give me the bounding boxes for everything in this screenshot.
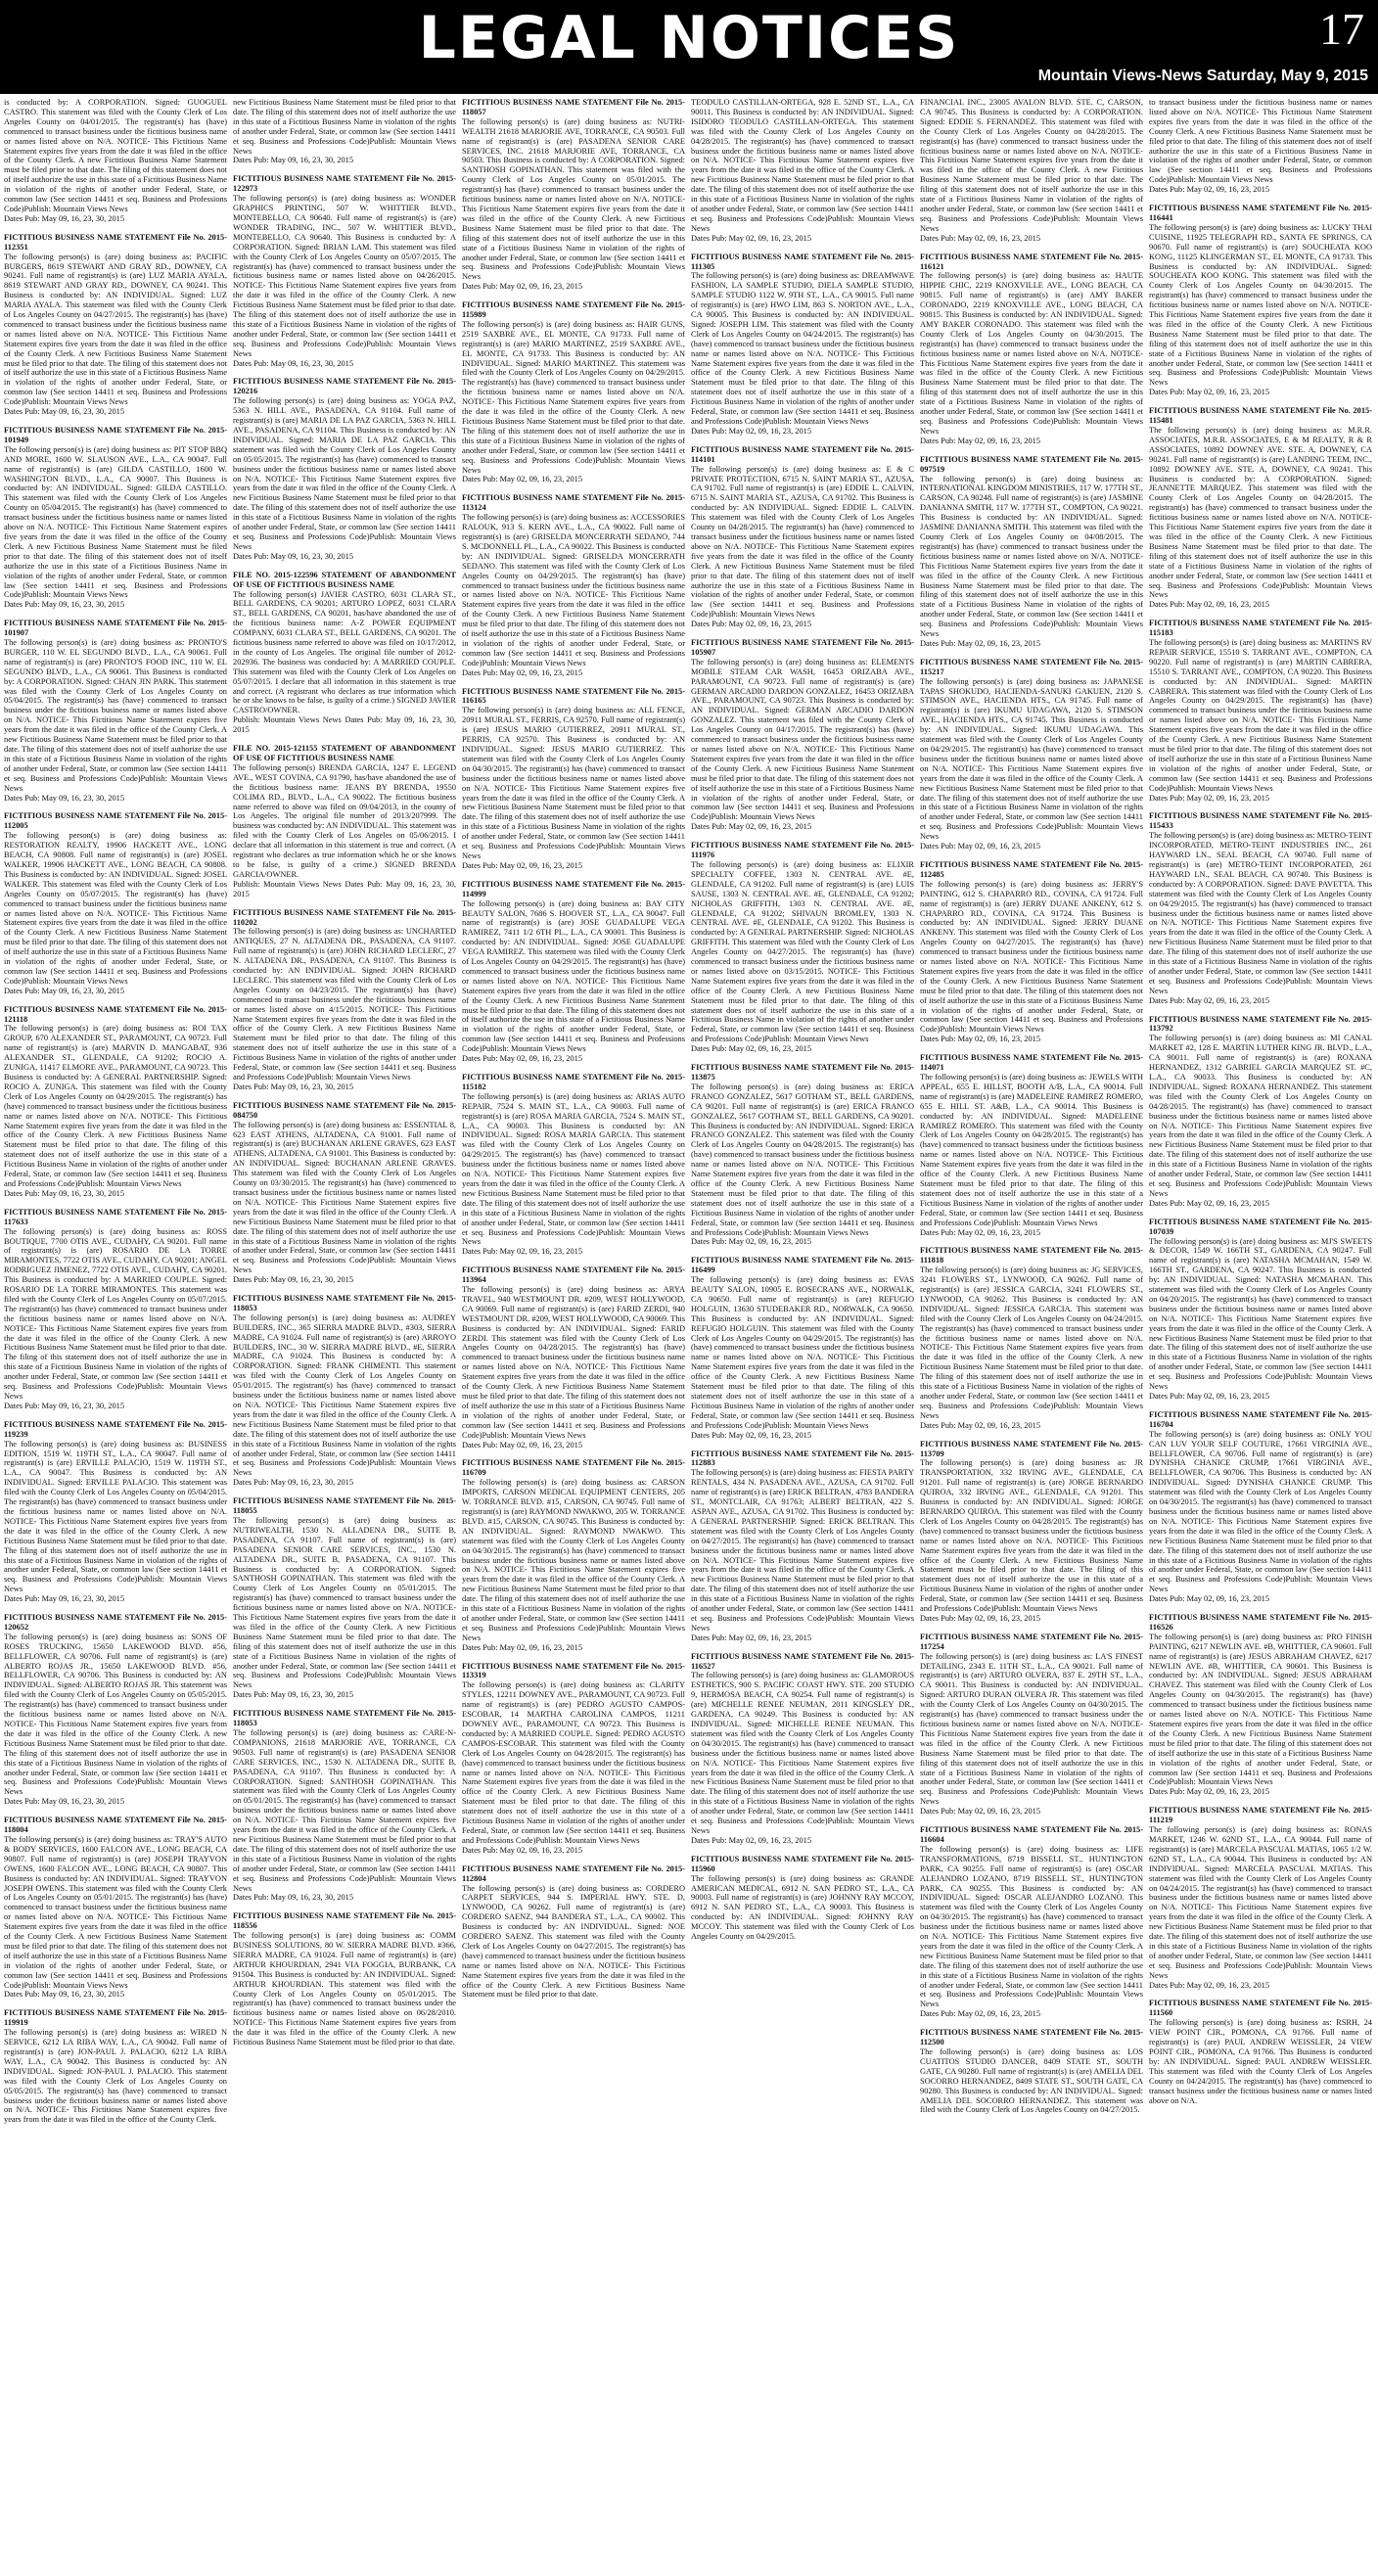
notice-publication-dates: Dates Pub: May 02, 09, 16, 23, 2015 bbox=[462, 1845, 583, 1855]
notice-body: The following person(s) is (are) doing business as: RONAS MARKET, 1246 W. 62ND ST., L.A., CA 90044. Full name of registrant(s) is (are) MARCELA PASCUAL MATIAS, 1065 1/2 W. 62ND ST., L.A., CA 90044. This Business is conducted by: AN INDIVIDUAL. Signed: MARCELA PASCUAL MATIAS. This statement was filed with the County Clerk of Los Angeles County on 04/24/2015. The registrant(s) has (have) commenced to transact business under the fictitious business name or names listed above on N/A. NOTICE- This Fictitious Name Statement expires five years from the date it was filed in the office of the County Clerk. A new Fictitious Business Name Statement must be filed prior to that date. The filing of this statement does not of itself authorize the use in this state of a Fictitious Business Name in violation of the rights of another under Federal, State, or common law (See section 14411 et seq. Business and Professions Code)Publish: Mountain Views News bbox=[1149, 1825, 1372, 1980]
legal-notice bbox=[920, 1246, 1143, 1430]
legal-notice bbox=[920, 253, 1143, 446]
notice-body: The following person(s) is (are) doing business as: PIT STOP BBQ AND MORE, 1600 W. SLAUSON AVE., L.A., CA 90047. Full name of registrant(s) is (are) GILDA CASTILLO, 1600 W. WASHINGTON BLVD., L.A., CA 90007. This Business is conducted by: AN INDIVIDUAL. Signed: GILDA CASTILLO. This statement was filed with the County Clerk of Los Angeles County on 05/04/2015. The registrant(s) has (have) commenced to transact business under the fictitious business name or names listed above on N/A. NOTICE- This Fictitious Name Statement expires five years from the date it was filed in the office of the County Clerk. A new Fictitious Business Name Statement must be filed prior to that date. The filing of this statement does not of itself authorize the use in this state of a Fictitious Business Name in violation of the rights of another under Federal, State, or common law (See section 14411 et seq. Business and Professions Code)Publish: Mountain Views News bbox=[4, 444, 227, 600]
notice-publication-dates: Dates Pub: May 02, 09, 16, 23, 2015 bbox=[920, 233, 1041, 243]
notice-body: The following person(s) is (are) doing business as: NUTRIWEALTH, 1530 N. ALLADENA DR., SUITE B, PASADENA, CA 91107. Full name of registrant(s) is (are) PASADENA SENIOR CARE SERVICES, INC., 1530 N. ALTADENA DR., SUITE B, PASADENA, CA 91107. This Business is conducted by: A CORPORATION. Signed: SANTHOSH GOPINATHAN. This statement was filed with the County Clerk of Los Angeles County on 05/01/2015. The registrant(s) has (have) commenced to transact business under the fictitious business name or names listed above on N/A. NOTICE- This Fictitious Name Statement expires five years from the date it was filed in the office of the County Clerk. A new Fictitious Business Name Statement must be filed prior to that date. The filing of this statement does not of itself authorize the use in this state of a Fictitious Business Name in violation of the rights of another under Federal, State, or common law (See section 14411 et seq. Business and Professions Code)Publish: Mountain Views News bbox=[233, 1515, 456, 1690]
notice-body: The following person(s) is (are) doing business as: BUSINESS EDITION, 1519 W. 119TH ST., L.A., CA 90047. Full name of registrant(s) is (are) ERVILLE PALACIO, 1519 W. 119TH ST., L.A., CA 90047. This Business is conducted by: AN INDIVIDUAL. Signed: ERVILLE PALACIO. This statement was filed with the County Clerk of Los Angeles County on 05/04/2015. The registrant(s) has (have) commenced to transact business under the fictitious business name or names listed above on N/A. NOTICE- This Fictitious Name Statement expires five years from the date it was filed in the office of the County Clerk. A new Fictitious Business Name Statement must be filed prior to that date. The filing of this statement does not of itself authorize the use in this state of a Fictitious Business Name in violation of the rights of another under Federal, State, or common law (See section 14411 et seq. Business and Professions Code)Publish: Mountain Views News bbox=[4, 1439, 227, 1594]
notice-body: The following person(s) is (are) doing business as: ESSENTIAL 8, 623 EAST ATHENS, ALTADENA, CA 91001. Full name of registrant(s) is (are) BUCHANAN ARLENE GRAVES, 623 EAST ATHENS, ALTADENA, CA 91001. This Business is conducted by: AN INDIVIDUAL. Signed: BUCHANAN ARLENE GRAVES. This statement was filed with the County Clerk of Los Angeles County on 03/30/2015. The registrant(s) has (have) commenced to transact business under the fictitious business name or names listed on N/A. NOTICE- This Fictitious Name Statement expires five years from the date it was filed in the office of the County Clerk. A new Fictitious Business Name Statement must be filed prior to that date. The filing of this statement does not of itself authorize the use in this state of a Fictitious Business Name in violation of the rights of another under Federal, State, or common law (See section 14411 et seq. Business and Professions Code)Publish: Mountain Views News bbox=[233, 1120, 456, 1275]
legal-notice bbox=[691, 98, 914, 244]
notice-column-5 bbox=[920, 98, 1143, 2572]
notice-publication-dates: Dates Pub: May 02, 09, 16, 23, 2015 bbox=[462, 475, 583, 484]
notice-heading: FICTITIOUS BUSINESS NAME STATEMENT File No. 2015-115433 bbox=[1149, 811, 1372, 831]
notice-heading: FICTITIOUS BUSINESS NAME STATEMENT File No. 2015-105907 bbox=[691, 638, 914, 657]
notice-heading: FICTITIOUS BUSINESS NAME STATEMENT File No. 2015-114999 bbox=[462, 879, 685, 898]
notice-heading: FICTITIOUS BUSINESS NAME STATEMENT File No. 2015-115183 bbox=[1149, 619, 1372, 638]
notice-heading: FICTITIOUS BUSINESS NAME STATEMENT File No. 2015-117254 bbox=[920, 1632, 1143, 1651]
notice-body: The following person(s) is (are) doing business as: ELIXIR SPECIALTY COFFEE, 1303 N. CENTRAL AVE. #E, GLENDALE, CA 91202. Full name of registrant(s) is (are) LUIS SAUSE, 1303 N. CENTRAL AVE. #E, GLENDALE, CA 91202; NICHOLAS GRIFFITH, 1303 N. CENTRAL AVE. #E, GLENDALE, CA 91202; SHIVAUN BROMLEY, 1303 N. CENTRAL AVE. #E, GLENDALE, CA 91202. This Business is conducted by: A GENERAL PARTNERSHIP. Signed: NICHOLAS GRIFFITH. This statement was filed with the County Clerk of Los Angeles County on 04/27/2015. The registrant(s) has (have) commenced to transact business under the fictitious business name or names listed above on 03/15/2015. NOTICE- This Fictitious Name Statement expires five years from the date it was filed in the office of the County Clerk. A new Fictitious Business Name Statement must be filed prior to that date. The filing of this statement does not of itself authorize the use in this state of a Fictitious Business Name in violation of the rights of another under Federal, State, or common law (See section 14411 et seq. Business and Professions Code)Publish: Mountain Views News bbox=[691, 859, 914, 1044]
notice-body: The following person(s) is (are) doing business as: LOS CUATITOS STUDIO DANCER, 8409 STATE ST., SOUTH GATE, CA 90280. Full name of registrant(s) is (are) AMELIA DEL SOCORRO HERNANDEZ, 8409 STATE ST., SOUTH GATE, CA 90280. This Business is conducted by: AN INDIVIDUAL. Signed: AMELIA DEL SOCORRO HERNANDEZ. This statement was filed with the County Clerk of Los Angeles County on 04/27/2015. bbox=[920, 2047, 1143, 2115]
legal-notice bbox=[233, 1709, 456, 1903]
notice-body: The following person(s) is (are) doing business as: INTERNATIONAL KINGDOM MINISTRIES, 117 W. 177TH ST., CARSON, CA 90248. Full name of registrant(s) is (are) JASMINE DANIANNA SMITH, 117 W. 177TH ST., COMPTON, CA 90221. This Business is conducted by: AN INDIVIDUAL. Signed: JASMINE DANIANNA SMITH. This statement was filed with the County Clerk of Los Angeles County on 04/08/2015. The registrant(s) has (have) commenced to transact business under the fictitious business name or names listed above on N/A. NOTICE- This Fictitious Name Statement expires five years from the date it was filed in the office of the County Clerk. A new Fictitious Business Name Statement must be filed prior to that date. The filing of this statement does not of itself authorize the use in this state of a Fictitious Business Name in violation of the rights of another under Federal, State, or common law (See section 14411 et seq. Business and Professions Code)Publish: Mountain Views News bbox=[920, 474, 1143, 639]
section-title: LEGAL NOTICES bbox=[418, 4, 960, 72]
notice-heading: FICTITIOUS BUSINESS NAME STATEMENT File No. 2015-113875 bbox=[691, 1063, 914, 1081]
notice-body: is conducted by: A CORPORATION. Signed: GUOGUEL CASTRO. This statement was filed with the County Clerk of Los Angeles County on 04/01/2015. The registrant(s) has (have) commenced to transact business under the fictitious business name or names listed above on N/A. NOTICE- This Fictitious Name Statement expires five years from the date it was filed in the office of the County Clerk. A new Fictitious Business Name Statement must be filed prior to that date. The filing of this statement does not of itself authorize the use in this state of a Fictitious Business Name in violation of the rights of another under Federal, State, or common law (See section 14411 et seq. Business and Professions Code)Publish: Mountain Views News bbox=[4, 98, 227, 213]
notice-publication-dates: Dates Pub: May 02, 09, 16, 23, 2015 bbox=[1149, 388, 1270, 397]
notice-publication-dates: Dates Pub: May 09, 16, 23, 30, 2015 bbox=[233, 1275, 354, 1285]
legal-notice bbox=[1149, 1218, 1372, 1402]
notice-heading: FICTITIOUS BUSINESS NAME STATEMENT File No. 2015-110202 bbox=[233, 907, 456, 927]
notice-publication-dates: Dates Pub: May 09, 16, 23, 30, 2015 bbox=[233, 551, 354, 561]
notice-body: The following person(s) is (are) doing business as: BAY CITY BEAUTY SALON, 7686 S. HOOVER ST., L.A., CA 90047. Full name of registrant(s) is (are) JOSE GUADALUPE VEGA RAMIREZ, 7411 1/2 6TH PL., L.A., CA 90001. This Business is conducted by: AN INDIVIDUAL. Signed: JOSE GUADALUPE VEGA RAMIREZ. This statement was filed with the County Clerk of Los Angeles County on 04/29/2015. The registrant(s) has (have) commenced to transact business under the fictitious business name or names listed above on N/A. NOTICE- This Fictitious Name Statement expires five years from the date it was filed in the office of the County Clerk. A new Fictitious Business Name Statement must be filed prior to that date. The filing of this statement does not of itself authorize the use in this state of a Fictitious Business Name in violation of the rights of another under Federal, State, or common law (See section 14411 et seq. Business and Professions Code)Publish: Mountain Views News bbox=[462, 898, 685, 1054]
legal-notice bbox=[691, 1652, 914, 1846]
notice-publication-dates: Dates Pub: May 02, 09, 16, 23, 2015 bbox=[1149, 600, 1270, 610]
notice-publication-dates: Dates Pub: May 02, 09, 16, 23, 2015 bbox=[691, 233, 812, 243]
notice-heading: FICTITIOUS BUSINESS NAME STATEMENT File No. 2015-113709 bbox=[920, 1439, 1143, 1458]
legal-notice bbox=[4, 2008, 227, 2125]
notice-publication-dates: Dates Pub: May 02, 09, 16, 23, 2015 bbox=[1149, 1980, 1270, 1990]
notice-publication-dates: Dates Pub: May 09, 16, 23, 30, 2015 bbox=[233, 1081, 354, 1091]
notice-publication-dates: Dates Pub: May 02, 09, 16, 23, 2015 bbox=[920, 1807, 1041, 1817]
notice-publication-dates: Dates Pub: May 02, 09, 16, 23, 2015 bbox=[462, 1440, 583, 1449]
notice-heading: FICTITIOUS BUSINESS NAME STATEMENT File No. 2015-111560 bbox=[1149, 1999, 1372, 2018]
notice-publication-dates: Dates Pub: May 02, 09, 16, 23, 2015 bbox=[691, 620, 812, 629]
notice-body: The following person(s) is (are) doing business as: NUTRI-WEALTH 21618 MARJORIE AVE, TORRANCE, CA 90503. Full name of registrant(s) is (are) PASADENA SENIOR CARE SERVICES, INC. 21618 MARJORIE AVE, TORRANCE, CA 90503. This Business is conducted by: A CORPORATION. Signed: SANTHOSH GOPINATHAN. This statement was filed with the County Clerk of Los Angeles County on 05/01/2015. The registrant(s) has (have) commenced to transact business under the fictitious business name or names listed above on N/A. NOTICE- This Fictitious Name Statement expires five years from the date it was filed in the office of the County Clerk. A new Fictitious Business Name Statement must be filed prior to that date. The filing of this statement does not of itself authorize the use in this state of a Fictitious Business Name in violation of the rights of another under Federal, State, or common law (See section 14411 et seq. Business and Professions Code)Publish: Mountain Views News bbox=[462, 116, 685, 282]
notice-publication-dates: Dates Pub: May 02, 09, 16, 23, 2015 bbox=[920, 638, 1041, 648]
legal-notice bbox=[920, 2028, 1143, 2115]
notice-heading: FICTITIOUS BUSINESS NAME STATEMENT File No. 2015-118053 bbox=[233, 1294, 456, 1312]
notice-publication-dates: Dates Pub: May 09, 16, 23, 30, 2015 bbox=[4, 1594, 125, 1604]
notice-body: The following person(s) is (are) doing business as: DREAMWAVE FASHION, LA SAMPLE STUDIO, DIELA SAMPLE STUDIO, SAMPLE STUDIO 1122 W. 9TH ST., L.A., CA 90015. Full name of registrant(s) is (are) HWO LIM, 863 S. NORTON AVE., L.A., CA 90005. This Business is conducted by: AN INDIVIDUAL. Signed: JOSEPH LIM. This statement was filed with the County Clerk of Los Angeles County on 04/24/2015. The registrant(s) has (have) commenced to transact business under the fictitious business name or names listed above on N/A. NOTICE- This Fictitious Name Statement expires five years from the date it was filed in the office of the County Clerk. A new Fictitious Business Name Statement must be filed prior to that date. The filing of this statement does not of itself authorize the use in this state of a Fictitious Business Name in violation of the rights of another under Federal, State, or common law (See section 14411 et seq. Business and Professions Code)Publish: Mountain Views News bbox=[691, 271, 914, 426]
notice-body: The following person(s) is (are) doing business as: COMM BUSINESS SOLUTIONS, 80 W. SIERRA MADRE BLVD. #366, SIERRA MADRE, CA 91024. Full name of registrant(s) is (are) ARTHUR KHOURDIAN, 2941 VIA FOGGIA, BURBANK, CA 91504. This Business is conducted by: AN INDIVIDUAL. Signed: ARTHUR KHOURDIAN. This statement was filed with the County Clerk of Los Angeles County on 05/01/2015. The registrant(s) has (have) commenced to transact business under the fictitious business name or names listed above on 06/28/2010. NOTICE- This Fictitious Name Statement expires five years from the date it was filed in the office of the County Clerk. A new Fictitious Business Name Statement must be filed prior to that date. bbox=[233, 1931, 456, 2047]
notice-body: The following person(s) is (are) doing business as: METRO-TEINT INCORPORATED, METRO-TEINT INDUSTRIES INC., 261 HAYWARD LN., SEAL BEACH, CA 90740. Full name of registrant(s) is (are) METRO-TEINT INCORPORATED, 261 HAYWARD LN., SEAL BEACH, CA 90740. This Business is conducted by: A CORPORATION. Signed: DAVE PAVETTA. This statement was filed with the County Clerk of Los Angeles County on 04/29/2015. The registrant(s) has (have) commenced to transact business under the fictitious business name or names listed above on N/A. NOTICE- This Fictitious Name Statement expires five years from the date it was filed in the office of the County Clerk. A new Fictitious Business Name Statement must be filed prior to that date. The filing of this statement does not of itself authorize the use in this state of a Fictitious Business Name in violation of the rights of another under Federal, State, or common law (See section 14411 et seq. Business and Professions Code)Publish: Mountain Views News bbox=[1149, 831, 1372, 995]
notice-body: The following person(s) is (are) doing business as: CARE-N-COMPANIONS, 21618 MARJORIE AVE, TORRANCE, CA 90503. Full name of registrant(s) is (are) PASADENA SENIOR CARE SERVICES, INC., 1530 N. ALTADENA DR., SUITE B, PASADENA, CA 91107. This Business is conducted by: A CORPORATION. Signed: SANTHOSH GOPINATHAN. This statement was filed with the County Clerk of Los Angeles County on 05/01/2015. The registrant(s) has (have) commenced to transact business under the fictitious business name or names listed above on N/A. NOTICE- This Fictitious Name Statement expires five years from the date it was filed in the office of the County Clerk. A new Fictitious Business Name Statement must be filed prior to that date. The filing of this statement does not of itself authorize the use in this state of a Fictitious Business Name in violation of the rights of another under Federal, State, or common law (See section 14411 et seq. Business and Professions Code)Publish: Mountain Views News bbox=[233, 1728, 456, 1893]
legal-notice bbox=[1149, 1613, 1372, 1797]
legal-notice bbox=[233, 1911, 456, 2047]
notice-body: The following person(s) is (are) doing business as: RESTORATION REALTY, 19906 HACKETT AVE., LONG BEACH, CA 90808. Full name of registrant(s) is (are) JOSEL WALKER, 19906 HACKETT AVE., LONG BEACH, CA 90808. This Business is conducted by: AN INDIVIDUAL. Signed: JOSEL WALKER. This statement was filed with the County Clerk of Los Angeles County on 05/07/2015. The registrant(s) has (have) commenced to transact business under the fictitious business name or names listed above on N/A. NOTICE- This Fictitious Name Statement expires five years from the date it was filed in the office of the County Clerk. A new Fictitious Business Name Statement must be filed prior to that date. The filing of this statement does not of itself authorize the use in this state of a Fictitious Business Name in violation of the rights of another under Federal, State, or common law (See section 14411 et seq. Business and Professions Code)Publish: Mountain Views News bbox=[4, 831, 227, 986]
notice-heading: FICTITIOUS BUSINESS NAME STATEMENT File No. 2015-112485 bbox=[920, 859, 1143, 879]
notice-body: The following person(s) is (are) doing business as: ARIAS AUTO REPAIR, 7524 S. MAIN ST., L.A., CA 90003. Full name of registrant(s) is (are) ROSA MARIA GARCIA, 7524 S. MAIN ST., L.A., CA 90003. This Business is conducted by: AN INDIVIDUAL. Signed: ROSA MARIA GARCIA. This statement was filed with the County Clerk of Los Angeles County on 04/29/2015. The registrant(s) has (have) commenced to transact business under the fictitious business name or names listed above on N/A. NOTICE- This Fictitious Name Statement expires five years from the date it was filed in the office of the County Clerk. A new Fictitious Business Name Statement must be filed prior to that date. The filing of this statement does not of itself authorize the use in this state of a Fictitious Business Name in violation of the rights of another under Federal, State, or common law (See section 14411 et seq. Business and Professions Code)Publish: Mountain Views News bbox=[462, 1091, 685, 1247]
legal-notice bbox=[1149, 1015, 1372, 1209]
notice-publication-dates: Dates Pub: May 02, 09, 16, 23, 2015 bbox=[1149, 995, 1270, 1005]
notice-heading: FICTITIOUS BUSINESS NAME STATEMENT File No. 2015-112005 bbox=[4, 811, 227, 831]
notice-heading: FICTITIOUS BUSINESS NAME STATEMENT File No. 2015-112500 bbox=[920, 2028, 1143, 2047]
notice-publication-dates: Dates Pub: May 02, 09, 16, 23, 2015 bbox=[1149, 185, 1270, 195]
notice-body: The following person(s) is (are) doing business as: CLARITY STYLES, 12211 DOWNEY AVE., PARAMOUNT, CA 90723. Full name of registrant(s) is (are) PEDRO AGUSTO CAMPOS-ESCOBAR, 14 MARTHA CAROLINA CAMPOS, 11211 DOWNEY AVE., PARAMOUNT, CA 90723. This Business is conducted by: A MARRIED COUPLE. Signed: PEDRO AGUSTO CAMPOS-ESCOBAR. This statement was filed with the County Clerk of Los Angeles County on 04/28/2015. The registrant(s) has (have) commenced to transact business under the fictitious business name or names listed above on N/A. NOTICE- This Fictitious Name Statement expires five years from the date it was filed in the office of the County Clerk. A new Fictitious Business Name Statement must be filed prior to that date. The filing of this statement does not of itself authorize the use in this state of a Fictitious Business Name in violation of the rights of another under Federal, State, or common law (See section 14411 et seq. Business and Professions Code)Publish: Mountain Views News bbox=[462, 1680, 685, 1845]
notice-body: The following person(s) is (are) doing business as: RSRH, 24 VIEW POINT CIR., POMONA, CA 91766. Full name of registrant(s) is (are) PAUL ANDREW WEISSLER, 24 VIEW POINT CIR., POMONA, CA 91766. This Business is conducted by: AN INDIVIDUAL. Signed: PAUL ANDREW WEISSLER. This statement was filed with the County Clerk of Los Angeles County on 04/24/2015. The registrant(s) has (have) commenced to transact business under the fictitious business name or names listed above on N/A. bbox=[1149, 2018, 1372, 2105]
legal-notice bbox=[691, 1063, 914, 1247]
legal-notice bbox=[691, 1855, 914, 1942]
notice-heading: FICTITIOUS BUSINESS NAME STATEMENT File No. 2015-118053 bbox=[233, 1709, 456, 1728]
notice-heading: FILE NO. 2015-121155 STATEMENT OF ABANDONMENT OF USE OF FICTITIOUS BUSINESS NAME bbox=[233, 744, 456, 762]
notice-body: The following person(s) is (are) doing business as: YOGA PAZ, 5363 N. HILL AVE., PASADENA, CA 91104. Full name of registrant(s) is (are) MARIA DE LA PAZ GARCIA, 5363 N. HILL AVE., PASADENA, CA 91104. This Business is conducted by: AN INDIVIDUAL. Signed: MARIA DE LA PAZ GARCIA. This statement was filed with the County Clerk of Los Angeles County on 05/05/2015. The registrant(s) has (have) commenced to transact business under the fictitious business name or names listed above on N/A. NOTICE- This Fictitious Name Statement expires five years from the date it was filed in the office of the County Clerk. A new Fictitious Business Name Statement must be filed prior to that date. The filing of this statement does not of itself authorize the use in this state of a Fictitious Business Name in violation of the rights of another under Federal, State, or common law (See section 14411 et seq. Business and Professions Code)Publish: Mountain Views News bbox=[233, 396, 456, 551]
notice-heading: FICTITIOUS BUSINESS NAME STATEMENT File No. 2015-097519 bbox=[920, 454, 1143, 474]
legal-notice bbox=[233, 174, 456, 368]
notice-body: The following person(s) is (are) doing business as: TRAY'S AUTO & BODY SERVICES, 1600 FALCON AVE., LONG BEACH, CA 90807. Full name of registrant(s) is (are) JOSEPH TRAYVON OWENS, 1600 FALCON AVE., LONG BEACH, CA 90807. This Business is conducted by: AN INDIVIDUAL. Signed: TRAYVON JOSEPH OWENS. This statement was filed with the County Clerk of Los Angeles County on 05/01/2015. The registrant(s) has (have) commenced to transact business under the fictitious business name or names listed above on N/A. NOTICE- This Fictitious Name Statement expires five years from the date it was filed in the office of the County Clerk. A new Fictitious Business Name Statement must be filed prior to that date. The filing of this statement does not of itself authorize the use in this state of a Fictitious Business Name in violation of the rights of another under Federal, State, or common law (See section 14411 et seq. Business and Professions Code)Publish: Mountain Views News bbox=[4, 1834, 227, 1990]
notice-body: The following person(s) is (are) doing business as: JR TRANSPORTATION, 332 IRVING AVE., GLENDALE, CA 91201. Full name of registrant(s) is (are) JORGE BERNARDO QUIROA, 332 IRVING AVE., GLENDALE, CA 91201. This Business is conducted by: AN INDIVIDUAL. Signed: JORGE BERNARDO QUIROA. This statement was filed with the County Clerk of Los Angeles County on 04/28/2015. The registrant(s) has (have) commenced to transact business under the fictitious business name or names listed above on N/A. NOTICE- This Fictitious Name Statement expires five years from the date it was filed in the office of the County Clerk. A new Fictitious Business Name Statement must be filed prior to that date. The filing of this statement does not of itself authorize the use in this state of a Fictitious Business Name in violation of the rights of another under Federal, State, or common law (See section 14411 et seq. Business and Professions Code)Publish: Mountain Views News bbox=[920, 1458, 1143, 1614]
notice-publication-dates: Dates Pub: May 09, 16, 23, 30, 2015 bbox=[233, 1690, 354, 1700]
notice-body: The following person(s) is (are) doing business as: LA'S FINEST DETAILING, 2343 E. 11TH ST., L.A., CA 90021. Full name of registrant(s) is (are) ARTURO OLVERA, 837 E. 29TH ST., L.A., CA 90011. This Business is conducted by: AN INDIVIDUAL. Signed: ARTURO DURAN OLVERA JR. This statement was filed with the County Clerk of Los Angeles County on 04/30/2015. The registrant(s) has (have) commenced to transact business under the fictitious business name or names listed above on N/A. NOTICE- This Fictitious Name Statement expires five years from the date it was filed in the office of the County Clerk. A new Fictitious Business Name Statement must be filed prior to that date. The filing of this statement does not of itself authorize the use in this state of a Fictitious Business Name in violation of the rights of another under Federal, State, or common law (See section 14411 et seq. Business and Professions Code)Publish: Mountain Views News bbox=[920, 1651, 1143, 1807]
notice-publication-dates: Dates Pub: May 02, 09, 16, 23, 2015 bbox=[1149, 1787, 1270, 1797]
notice-body: The following person(s) is (are) doing business as: CORDERO CARPET SERVICES, 944 S. IMPERIAL HWY. STE. D, LYNWOOD, CA 90262. Full name of registrant(s) is (are) CORDERO SAENZ, 944 BANDERA ST., L.A., CA 90002. This Business is conducted by: AN INDIVIDUAL. Signed: NOE CORDERO SAENZ. This statement was filed with the County Clerk of Los Angeles County on 04/27/2015. The registrant(s) has (have) commenced to transact business under the fictitious business name or names listed above on N/A. NOTICE- This Fictitious Name Statement expires five years from the date it was filed in the office of the County Clerk. A new Fictitious Business Name Statement must be filed prior to that date. bbox=[462, 1883, 685, 2000]
notice-publication-dates: Dates Pub: May 02, 09, 16, 23, 2015 bbox=[462, 1054, 583, 1064]
notice-heading: FICTITIOUS BUSINESS NAME STATEMENT File No. 2015-118004 bbox=[4, 1816, 227, 1835]
notice-body: The following person(s) is (are) doing business as: MI CANAL MARKET #2, 128 E. MARTIN LUTHER KING JR. BLVD., L.A., CA 90011. Full name of registrant(s) is (are) ROXANA HERNANDEZ, 1312 GABRIEL GARCIA MARQUEZ ST. #C, L.A., CA 90033. This Business is conducted by: AN INDIVIDUAL. Signed: ROXANA HERNANDEZ. This statement was filed with the County Clerk of Los Angeles County on 04/28/2015. The registrant(s) has (have) commenced to transact business under the fictitious business name or names listed above on N/A. NOTICE- This Fictitious Name Statement expires five years from the date it was filed in the office of the County Clerk. A new Fictitious Business Name Statement must be filed prior to that date. The filing of this statement does not of itself authorize the use in this state of a Fictitious Business Name in violation of the rights of another under Federal, State, or common law (See section 14411 et seq. Business and Professions Code)Publish: Mountain Views News bbox=[1149, 1034, 1372, 1198]
legal-notice bbox=[691, 1256, 914, 1440]
notice-publication-dates: Dates Pub: May 02, 09, 16, 23, 2015 bbox=[1149, 1198, 1270, 1208]
notice-publication-dates: Dates Pub: May 02, 09, 16, 23, 2015 bbox=[462, 282, 583, 292]
notice-body: The following person(s) is (are) doing business as: SONS OF ROSES TRUCKING, 15650 LAKEWOOD BLVD. #56, BELLFLOWER, CA 90706. Full name of registrant(s) is (are) ALBERTO ROJAS JR., 15650 LAKEWOOD BLVD. #56, BELLFLOWER, CA 90706. This Business is conducted by: AN INDIVIDUAL. Signed: ALBERTO ROJAS JR. This statement was filed with the County Clerk of Los Angeles County on 05/05/2015. The registrant(s) has (have) commenced to transact business under the fictitious business name or names listed above on N/A. NOTICE- This Fictitious Name Statement expires five years from the date it was filed in the office of the County Clerk. A new Fictitious Business Name Statement must be filed prior to that date. The filing of this statement does not of itself authorize the use in this state of a Fictitious Business Name in violation of the rights of another under Federal, State, or common law (See section 14411 et seq. Business and Professions Code)Publish: Mountain Views News bbox=[4, 1632, 227, 1797]
legal-notice bbox=[233, 908, 456, 1092]
legal-notice bbox=[920, 98, 1143, 244]
notice-publication-dates: Dates Pub: May 09, 16, 23, 30, 2015 bbox=[233, 358, 354, 368]
notice-heading: FICTITIOUS BUSINESS NAME STATEMENT File No. 2015-113124 bbox=[462, 493, 685, 513]
notice-body: The following person(s) is (are) doing business as: CARSON IMPORTS, CARSON MEDICAL EQUIPMENT CENTERS, 205 W. TORRANCE BLVD. #15, CARSON, CA 90745. Full name of registrant(s) is (are) RAYMOND NWAKWO, 205 W. TORRANCE BLVD. #15, CARSON, CA 90745. This Business is conducted by: AN INDIVIDUAL. Signed: RAYMOND NWAKWO. This statement was filed with the County Clerk of Los Angeles County on 04/30/2015. The registrant(s) has (have) commenced to transact business under the fictitious business name or names listed above on N/A. NOTICE- This Fictitious Name Statement expires five years from the date it was filed in the office of the County Clerk. A new Fictitious Business Name Statement must be filed prior to that date. The filing of this statement does not of itself authorize the use in this state of a Fictitious Business Name in violation of the rights of another under Federal, State, or common law (See section 14411 et seq. Business and Professions Code)Publish: Mountain Views News bbox=[462, 1478, 685, 1642]
notice-body: The following person(s) is (are) doing business as: ARYA TRAVEL, 940 WESTMOUNT DR. #209, WEST HOLLYWOOD, CA 90069. Full name of registrant(s) is (are) FARID ZERDI, 940 WESTMOUNT DR. #209, WEST HOLLYWOOD, CA 90069. This Business is conducted by: AN INDIVIDUAL. Signed: FARID ZERDI. This statement was filed with the County Clerk of Los Angeles County on 04/28/2015. The registrant(s) has (have) commenced to transact business under the fictitious business name or names listed above on N/A. NOTICE- This Fictitious Name Statement expires five years from the date it was filed in the office of the County Clerk. A new Fictitious Business Name Statement must be filed prior to that date. The filing of this statement does not of itself authorize the use in this state of a Fictitious Business Name in violation of the rights of another under Federal, State, or common law (See section 14411 et seq. Business and Professions Code)Publish: Mountain Views News bbox=[462, 1285, 685, 1440]
legal-notice bbox=[462, 493, 685, 677]
legal-notice bbox=[4, 811, 227, 995]
notice-heading: FICTITIOUS BUSINESS NAME STATEMENT File No. 2015-117633 bbox=[4, 1207, 227, 1226]
notice-publication-dates: Dates Pub: May 02, 09, 16, 23, 2015 bbox=[1149, 793, 1270, 803]
notice-publication-dates: Dates Pub: May 02, 09, 16, 23, 2015 bbox=[462, 860, 583, 870]
notice-heading: FICTITIOUS BUSINESS NAME STATEMENT File No. 2015-114101 bbox=[691, 444, 914, 464]
notice-body: The following person(s) is (are) doing business as: GRANDE AMERICAN MEDICAL, 6912 N. SAN PEDRO ST., L.A., CA 90003. Full name of registrant(s) is (are) JOHNNY RAY MCCOY, 6912 N. SAN PEDRO ST., L.A., CA 90003. This Business is conducted by: AN INDIVIDUAL. Signed: JOHNNY RAY MCCOY. This statement was filed with the County Clerk of Los Angeles County on 04/29/2015. bbox=[691, 1873, 914, 1942]
legal-notice bbox=[4, 1005, 227, 1199]
notice-body: The following person(s) BRENDA GARCIA, 1247 E. LEGEND AVE., WEST COVINA, CA 91790, has/have abandoned the use of the fictitious business name: JEANS BY BRENDA, 19550 COLIMA RD., BLVD., L.A., CA 90022. The fictitious business name referred to above was filed on 09/04/2013, in the county of Los Angeles. The original file number of 2013/207999. The business was conducted by: AN INDIVIDUAL. This statement was filed with the County Clerk of Los Angeles on 05/06/2015. I declare that all information in this statement is true and correct. (A registrant who declares as true information which he or she knows to be false, is guilty of a crime.) SIGNED BRENDA GARCIA/OWNER. bbox=[233, 762, 456, 879]
legal-notice bbox=[4, 619, 227, 803]
notice-body: The following person(s) is (are) doing business as: MJ'S SWEETS & DECOR, 1549 W. 166TH ST., GARDENA, CA 90247. Full name of registrant(s) is (are) NATASHA MCMAHAN, 1549 W. 166TH ST., GARDENA, CA 90247. This Business is conducted by: AN INDIVIDUAL. Signed: NATASHA MCMAHAN. This statement was filed with the County Clerk of Los Angeles County on 04/20/2015. The registrant(s) has (have) commenced to transact business under the fictitious business name or names listed above on N/A. NOTICE- This Fictitious Name Statement expires five years from the date it was filed in the office of the County Clerk. A new Fictitious Business Name Statement must be filed prior to that date. The filing of this statement does not of itself authorize the use in this state of a Fictitious Business Name in violation of the rights of another under Federal, State, or common law (See section 14411 et seq. Business and Professions Code)Publish: Mountain Views News bbox=[1149, 1236, 1372, 1392]
legal-notice bbox=[4, 1613, 227, 1807]
notice-publication-dates: Dates Pub: May 02, 09, 16, 23, 2015 bbox=[691, 1044, 812, 1054]
dateline: Mountain Views-News Saturday, May 9, 2015 bbox=[1037, 68, 1368, 84]
legal-notice bbox=[1149, 1999, 1372, 2105]
notice-body: The following person(s) is (are) doing business as: JERRY'S PAINTING, 612 S. CHAPARRO RD., COVINA, CA 91724. Full name of registrant(s) is (are) JERRY DUANE ANKENY, 612 S. CHAPARRO RD., COVINA, CA 91724. This Business is conducted by: AN INDIVIDUAL. Signed: JERRY DUANE ANKENY. This statement was filed with the County Clerk of Los Angeles County on 04/27/2015. The registrant(s) has (have) commenced to transact business under the fictitious business name or names listed above on N/A. NOTICE- This Fictitious Name Statement expires five years from the date it was filed in the office of the County Clerk. A new Fictitious Business Name Statement must be filed prior to that date. The filing of this statement does not of itself authorize the use in this state of a Fictitious Business Name in violation of the rights of another under Federal, State, or common law (See section 14411 et seq. Business and Professions Code)Publish: Mountain Views News bbox=[920, 879, 1143, 1035]
notice-publication-dates: Dates Pub: May 02, 09, 16, 23, 2015 bbox=[691, 426, 812, 436]
notice-publication-dates: Dates Pub: May 02, 09, 16, 23, 2015 bbox=[462, 1642, 583, 1652]
legal-notice bbox=[462, 300, 685, 484]
legal-notice bbox=[4, 1208, 227, 1411]
notice-column-2 bbox=[233, 98, 456, 2572]
legal-notice bbox=[4, 426, 227, 610]
legal-notice bbox=[462, 687, 685, 871]
notice-publication-dates: Dates Pub: May 02, 09, 16, 23, 2015 bbox=[691, 822, 812, 832]
notice-heading: FICTITIOUS BUSINESS NAME STATEMENT File No. 2015-115989 bbox=[462, 300, 685, 320]
legal-notice bbox=[4, 98, 227, 224]
legal-notice bbox=[233, 377, 456, 561]
notice-body: The following person(s) is (are) doing business as: M.R.R. ASSOCIATES, M.R.R. ASSOCIATES, E & M REALTY, R & R ASSOCIATES, 10892 DOWNEY AVE. STE. A, DOWNEY, CA 90241. Full name of registrant(s) is (are) LANDING TEEM, INC., 10892 DOWNEY AVE. STE. A, DOWNEY, CA 90241. This Business is conducted by: A CORPORATION. Signed: JEANNETTE MARQUEZ. This statement was filed with the County Clerk of Los Angeles County on 04/28/2015. The registrant(s) has (have) commenced to transact business under the fictitious business name or names listed above on N/A. NOTICE- This Fictitious Name Statement expires five years from the date it was filed in the office of the County Clerk. A new Fictitious Business Name Statement must be filed prior to that date. The filing of this statement does not of itself authorize the use in this state of a Fictitious Business Name in violation of the rights of another under Federal, State, or common law (See section 14411 et seq. Business and Professions Code)Publish: Mountain Views News bbox=[1149, 426, 1372, 600]
legal-notice bbox=[920, 860, 1143, 1044]
notice-heading: FICTITIOUS BUSINESS NAME STATEMENT File No. 2015-119239 bbox=[4, 1419, 227, 1439]
notice-publication-dates: Dates Pub: May 09, 16, 23, 30, 2015 bbox=[4, 1797, 125, 1807]
notice-body: The following person(s) is (are) doing business as: JG SERVICES, 3241 FLOWERS ST., LYNWOOD, CA 90262. Full name of registrant(s) is (are) JESSICA GARCIA, 3241 FLOWERS ST., LYNWOOD, CA 90262. This Business is conducted by: AN INDIVIDUAL. Signed: JESSICA GARCIA. This statement was filed with the County Clerk of Los Angeles County on 04/24/2015. The registrant(s) has (have) commenced to transact business under the fictitious business name or names listed above on N/A. NOTICE- This Fictitious Name Statement expires five years from the date it was filed in the office of the County Clerk. A new Fictitious Business Name Statement must be filed prior to that date. The filing of this statement does not of itself authorize the use in this state of a Fictitious Business Name in violation of the rights of another under Federal, State, or common law (See section 14411 et seq. Business and Professions Code)Publish: Mountain Views News bbox=[920, 1265, 1143, 1420]
notice-body: The following person(s) is (are) doing business as: ROI TAX GROUP, 670 ALEXANDER ST., PARAMOUNT, CA 90723. Full name of registrant(s) is (are) MARVIN D. MANGABAT, 936 ALEXANDER ST., GLENDALE, CA 91202; ROCIO A. ZUNIGA, 11417 ELMORE AVE., PARAMOUNT, CA 90723. This Business is conducted by: A GENERAL PARTNERSHIP. Signed: ROCIO A. ZUNIGA. This statement was filed with the County Clerk of Los Angeles County on 04/29/2015. The registrant(s) has (have) commenced to transact business under the fictitious business name or names listed above on N/A. NOTICE- This Fictitious Name Statement expires five years from the date it was filed in the office of the County Clerk. A new Fictitious Business Name Statement must be filed prior to that date. The filing of this statement does not of itself authorize the use in this state of a Fictitious Business Name in violation of the rights of another under Federal, State, or common law (See section 14411 et seq. Business and Professions Code)Publish: Mountain Views News bbox=[4, 1024, 227, 1188]
notice-heading: FICTITIOUS BUSINESS NAME STATEMENT File No. 2015-113792 bbox=[1149, 1014, 1372, 1034]
notice-heading: FICTITIOUS BUSINESS NAME STATEMENT File No. 2015-112883 bbox=[691, 1449, 914, 1468]
legal-notice bbox=[233, 571, 456, 735]
notice-body: The following person(s) is (are) doing business as: AUDREY BUILDERS, INC., 365 SIERRA MADRE BLVD., #303, SIERRA MADRE, CA 91024. Full name of registrant(s) is (are) ARROYO BUILDERS, INC., 30 W. SIERRA MADRE BLVD., #E, SIERRA MADRE, CA 91024. This Business is conducted by: A CORPORATION. Signed: FRANK CHIMENTI. This statement was filed with the County Clerk of Los Angeles County on 05/01/2015. The registrant(s) has (have) commenced to transact business under the fictitious business name or names listed above on N/A. NOTICE- This Fictitious Name Statement expires five years from the date it was filed in the office of the County Clerk. A new Fictitious Business Name Statement must be filed prior to that date. The filing of this statement does not of itself authorize the use in this state of a Fictitious Business Name in violation of the rights of another under Federal, State, or common law (See section 14411 et seq. Business and Professions Code)Publish: Mountain Views News bbox=[233, 1312, 456, 1478]
notice-heading: FICTITIOUS BUSINESS NAME STATEMENT File No. 2015-112804 bbox=[462, 1863, 685, 1883]
legal-notice bbox=[462, 1864, 685, 2001]
notice-heading: FICTITIOUS BUSINESS NAME STATEMENT File No. 2015-111219 bbox=[1149, 1806, 1372, 1825]
notice-body: The following person(s) is (are) doing business as: GLAMOROUS ESTHETICS, 900 S. PACIFIC COAST HWY. STE. 200 STUDIO 9, HERMOSA BEACH, CA 90254. Full name of registrant(s) is (are) MICHELLE RENEE NEUMAN, 2011 KINGSLEY DR., GARDENA, CA 90249. This Business is conducted by: AN INDIVIDUAL. Signed: MICHELLE RENEE NEUMAN. This statement was filed with the County Clerk of Los Angeles County on 04/30/2015. The registrant(s) has (have) commenced to transact business under the fictitious business name or names listed above on N/A. NOTICE- This Fictitious Name Statement expires five years from the date it was filed in the office of the County Clerk. A new Fictitious Business Name Statement must be filed prior to that date. The filing of this statement does not of itself authorize the use in this state of a Fictitious Business Name in violation of the rights of another under Federal, State, or common law (See section 14411 et seq. Business and Professions Code)Publish: Mountain Views News bbox=[691, 1671, 914, 1835]
notice-publication-dates: Dates Pub: May 09, 16, 23, 30, 2015 bbox=[233, 1893, 354, 1903]
notice-publication-dates: Dates Pub: May 02, 09, 16, 23, 2015 bbox=[920, 436, 1041, 445]
notice-heading: FICTITIOUS BUSINESS NAME STATEMENT File No. 2015-111305 bbox=[691, 252, 914, 271]
notice-column-3 bbox=[462, 98, 685, 2572]
notice-publication-dates: Dates Pub: May 09, 16, 23, 30, 2015 bbox=[4, 600, 125, 610]
notice-body: The following person(s) is (are) doing business as: UNCHARTED ANTIQUES, 27 N. ALTADENA DR., PASADENA, CA 91107. Full name of registrant(s) is (are) JOHN RICHARD LECLERC, 27 N. ALTADENA DR., PASADENA, CA 91107. This Business is conducted by: AN INDIVIDUAL. Signed: JOHN RICHARD LECLERC. This statement was filed with the County Clerk of Los Angeles County on 04/23/2015. The registrant(s) has (have) commenced to transact business under the fictitious business name or names listed above on 4/15/2015. NOTICE- This Fictitious Name Statement expires five years from the date it was filed in the office of the County Clerk. A new Fictitious Business Name Statement must be filed prior to that date. The filing of this statement does not of itself authorize the use in this state of a Fictitious Business Name in violation of the rights of another under Federal, State, or common law (See section 14411 et seq. Business and Professions Code)Publish: Mountain Views News bbox=[233, 927, 456, 1081]
notice-column-1 bbox=[4, 98, 227, 2572]
legal-notice bbox=[462, 1073, 685, 1257]
notice-heading: FICTITIOUS BUSINESS NAME STATEMENT File No. 2015-113964 bbox=[462, 1265, 685, 1285]
notice-heading: FICTITIOUS BUSINESS NAME STATEMENT File No. 2015-116165 bbox=[462, 686, 685, 706]
page-number: 17 bbox=[1319, 4, 1364, 54]
notice-body: The following person(s) is (are) doing business as: HAUTE HIPPIE CHIC, 2219 KNOXVILLE AVE., LONG BEACH, CA 90815. Full name of registrant(s) is (are) AMY BAKER CORONADO, 2219 KNOXVILLE AVE., LONG BEACH, CA 90815. This Business is conducted by: AN INDIVIDUAL. Signed: AMY BAKER CORONADO. This statement was filed with the County Clerk of Los Angeles County on 04/30/2015. The registrant(s) has (have) commenced to transact business under the fictitious business name or names listed above on N/A. NOTICE- This Fictitious Name Statement expires five years from the date it was filed in the office of the County Clerk. A new Fictitious Business Name Statement must be filed prior to that date. The filing of this statement does not of itself authorize the use in this state of a Fictitious Business Name in violation of the rights of another under Federal, State, or common law (See section 14411 et seq. Business and Professions Code)Publish: Mountain Views News bbox=[920, 271, 1143, 436]
notice-body: The following person(s) is (are) doing business as: ROSS BOUTIQUE, 7700 OTIS AVE., CUDAHY, CA 90201. Full name of registrant(s) is (are) ROSARIO DE LA TORRE MIRAMONTES, 7722 OTIS AVE., CUDAHY, CA 90201; ANGEL RODRIGUEZ JIMENEZ, 7722 OTIS AVE., CUDAHY, CA 90201. This Business is conducted by: A MARRIED COUPLE. Signed: ROSARIO DE LA TORRE MIRAMONTES. This statement was filed with the County Clerk of Los Angeles County on 05/07/2015. The registrant(s) has (have) commenced to transact business under the fictitious business name or names listed above on N/A. NOTICE- This Fictitious Name Statement expires five years from the date it was filed in the office of the County Clerk. A new Fictitious Business Name Statement must be filed prior to that date. The filing of this statement does not of itself authorize the use in this state of a Fictitious Business Name in violation of the rights of another under Federal, State, or common law (See section 14411 et seq. Business and Professions Code)Publish: Mountain Views News bbox=[4, 1226, 227, 1401]
notice-publication-dates: Dates Pub: May 09, 16, 23, 30, 2015 bbox=[4, 1990, 125, 2000]
legal-notice bbox=[920, 455, 1143, 649]
legal-notice bbox=[691, 253, 914, 437]
notice-publication-dates: Dates Pub: May 02, 09, 16, 23, 2015 bbox=[1149, 1594, 1270, 1604]
notice-heading: FICTITIOUS BUSINESS NAME STATEMENT File No. 2015-084750 bbox=[233, 1100, 456, 1120]
notice-publication-dates: Publish: Mountain Views News Dates Pub: May 09, 16, 23, 30, 2015 bbox=[233, 879, 456, 898]
notice-publication-dates: Dates Pub: May 02, 09, 16, 23, 2015 bbox=[691, 1430, 812, 1440]
notice-heading: FICTITIOUS BUSINESS NAME STATEMENT File No. 2015-119919 bbox=[4, 2008, 227, 2028]
notice-heading: FICTITIOUS BUSINESS NAME STATEMENT File No. 2015-116121 bbox=[920, 252, 1143, 271]
notice-body: The following person(s) is (are) doing business as: PRO FINISH PAINTING, 6217 NEWLIN AVE. #B, WHITTIER, CA 90601. Full name of registrant(s) is (are) JESUS ABRAHAM CHAVEZ, 6217 NEWLIN AVE. #B, WHITTIER, CA 90601. This Business is conducted by: AN INDIVIDUAL. Signed: JESUS ABRAHAM CHAVEZ. This statement was filed with the County Clerk of Los Angeles County on 04/30/2015. The registrant(s) has (have) commenced to transact business under the fictitious business name or names listed above on N/A. NOTICE- This Fictitious Name Statement expires five years from the date it was filed in the office of the County Clerk. A new Fictitious Business Name Statement must be filed prior to that date. The filing of this statement does not of itself authorize the use in this state of a Fictitious Business Name in violation of the rights of another under Federal, State, or common law (See section 14411 et seq. Business and Professions Code)Publish: Mountain Views News bbox=[1149, 1632, 1372, 1787]
notice-heading: FILE NO. 2015-122596 STATEMENT OF ABANDONMENT OF USE OF FICTITIOUS BUSINESS NAME bbox=[233, 570, 456, 589]
notice-heading: FICTITIOUS BUSINESS NAME STATEMENT File No. 2015-112351 bbox=[4, 232, 227, 252]
legal-notice bbox=[233, 1101, 456, 1285]
notice-publication-dates: Dates Pub: May 02, 09, 16, 23, 2015 bbox=[691, 1633, 812, 1642]
notice-heading: FICTITIOUS BUSINESS NAME STATEMENT File No. 2015-115960 bbox=[691, 1854, 914, 1873]
notice-heading: FICTITIOUS BUSINESS NAME STATEMENT File No. 2015-122973 bbox=[233, 174, 456, 194]
notice-body: The following person(s) is (are) doing business as: HAIR GUNS, 2519 SAXBRE AVE., EL MONTE, CA 91733. Full name of registrant(s) is (are) MARIO MARTINEZ, 2519 SAXBRE AVE., EL MONTE, CA 91733. This Business is conducted by: AN INDIVIDUAL. Signed: MARIO MARTINEZ. This statement was filed with the County Clerk of Los Angeles County on 04/29/2015. The registrant(s) has (have) commenced to transact business under the fictitious business name or names listed above on N/A. NOTICE- This Fictitious Name Statement expires five years from the date it was filed in the office of the County Clerk. A new Fictitious Business Name Statement must be filed prior to that date. The filing of this statement does not of itself authorize the use in this state of a Fictitious Business Name in violation of the rights of another under Federal, State, or common law (See section 14411 et seq. Business and Professions Code)Publish: Mountain Views News bbox=[462, 319, 685, 475]
notice-body: The following person(s) is (are) doing business as: WIRED N SERVICE, 6212 LA RIBA WAY, L.A., CA 90042. Full name of registrant(s) is (are) JON-PAUL J. PALACIO, 6212 LA RIBA WAY, L.A., CA 90042. This Business is conducted by: AN INDIVIDUAL. Signed: JON-PAUL J. PALACIO. This statement was filed with the County Clerk of Los Angeles County on 05/05/2015. The registrant(s) has (have) commenced to transact business under the fictitious business name or names listed above on N/A. NOTICE- This Fictitious Name Statement expires five years from the date it was filed in the office of the County Clerk. bbox=[4, 2028, 227, 2125]
notice-publication-dates: Dates Pub: May 09, 16, 23, 30, 2015 bbox=[4, 407, 125, 417]
legal-notice bbox=[920, 1440, 1143, 1624]
legal-notice bbox=[462, 1458, 685, 1652]
notice-publication-dates: Dates Pub: May 09, 16, 23, 30, 2015 bbox=[233, 156, 354, 165]
notice-heading: FICTITIOUS BUSINESS NAME STATEMENT File No. 2015-111818 bbox=[920, 1246, 1143, 1265]
notice-publication-dates: Dates Pub: May 02, 09, 16, 23, 2015 bbox=[920, 1227, 1041, 1237]
notice-heading: FICTITIOUS BUSINESS NAME STATEMENT File No. 2015-118556 bbox=[233, 1911, 456, 1931]
notice-publication-dates: Dates Pub: May 02, 09, 16, 23, 2015 bbox=[691, 1835, 812, 1845]
notice-publication-dates: Dates Pub: May 02, 09, 16, 23, 2015 bbox=[920, 1420, 1041, 1430]
legal-notice bbox=[233, 1294, 456, 1488]
legal-notice bbox=[1149, 619, 1372, 803]
legal-notice bbox=[691, 841, 914, 1054]
notice-body: FINANCIAL INC., 23005 AVALON BLVD. STE. C, CARSON, CA 90745. This Business is conducted by: A CORPORATION. Signed: EDDIE S. FERNANDEZ. This statement was filed with the County Clerk of Los Angeles County on 04/28/2015. The registrant(s) has (have) commenced to transact business under the fictitious business name or names listed above on N/A. NOTICE- This Fictitious Name Statement expires five years from the date it was filed in the office of the County Clerk. A new Fictitious Business Name Statement must be filed prior to that date. The filing of this statement does not of itself authorize the use in this state of a Fictitious Business Name in violation of the rights of another under Federal, State, or common law (See section 14411 et seq. Business and Professions Code)Publish: Mountain Views News bbox=[920, 98, 1143, 233]
notice-body: The following person(s) is (are) doing business as: ERICA FRANCO GONZALEZ, 5617 GOTHAM ST., BELL GARDENS, CA 90201. Full name of registrant(s) is (are) ERICA FRANCO GONZALEZ, 5617 GOTHAM ST., BELL GARDENS, CA 90201. This Business is conducted by: AN INDIVIDUAL. Signed: ERICA FRANCO GONZALEZ. This statement was filed with the County Clerk of Los Angeles County on 04/28/2015. The registrant(s) has (have) commenced to transact business under the fictitious business name or names listed above on N/A. NOTICE- This Fictitious Name Statement expires five years from the date it was filed in the office of the County Clerk. A new Fictitious Business Name Statement must be filed prior to that date. The filing of this statement does not of itself authorize the use in this state of a Fictitious Business Name in violation of the rights of another under Federal, State, or common law (See section 14411 et seq. Business and Professions Code)Publish: Mountain Views News bbox=[691, 1081, 914, 1237]
notice-publication-dates: Dates Pub: May 02, 09, 16, 23, 2015 bbox=[691, 1237, 812, 1247]
masthead bbox=[0, 0, 1378, 94]
notice-heading: FICTITIOUS BUSINESS NAME STATEMENT File No. 2015-111976 bbox=[691, 841, 914, 860]
notice-publication-dates: Dates Pub: May 02, 09, 16, 23, 2015 bbox=[462, 667, 583, 677]
legal-notice bbox=[691, 445, 914, 629]
notice-heading: FICTITIOUS BUSINESS NAME STATEMENT File No. 2015-116441 bbox=[1149, 204, 1372, 222]
legal-notice bbox=[4, 233, 227, 417]
legal-notice bbox=[920, 1633, 1143, 1817]
notice-heading: FICTITIOUS BUSINESS NAME STATEMENT File No. 2015-101907 bbox=[4, 619, 227, 638]
legal-notice bbox=[4, 1420, 227, 1604]
notice-body: to transact business under the fictitious business name or names listed above on N/A. NOTICE- This Fictitious Name Statement expires five years from the date it was filed in the office of the County Clerk. A new Fictitious Business Name Statement must be filed prior to that date. The filing of this statement does not of itself authorize the use in this state of a Fictitious Business Name in violation of the rights of another under Federal, State, or common law (See section 14411 et seq. Business and Professions Code)Publish: Mountain Views News bbox=[1149, 98, 1372, 185]
legal-notice bbox=[1149, 1410, 1372, 1604]
notice-heading: FICTITIOUS BUSINESS NAME STATEMENT File No. 2015-116704 bbox=[1149, 1409, 1372, 1429]
legal-notice bbox=[920, 1825, 1143, 2019]
notice-heading: FICTITIOUS BUSINESS NAME STATEMENT File No. 2015-121118 bbox=[4, 1004, 227, 1024]
notice-heading: FICTITIOUS BUSINESS NAME STATEMENT File No. 2015-116604 bbox=[920, 1825, 1143, 1844]
notice-heading: FICTITIOUS BUSINESS NAME STATEMENT File No. 2015-101949 bbox=[4, 426, 227, 444]
notice-heading: FICTITIOUS BUSINESS NAME STATEMENT File No. 2015-116527 bbox=[691, 1651, 914, 1671]
notice-heading: FICTITIOUS BUSINESS NAME STATEMENT File No. 2015-107039 bbox=[1149, 1217, 1372, 1236]
legal-notice bbox=[1149, 204, 1372, 397]
notice-body: The following person(s) is (are) doing business as: PRONTO'S BURGER, 110 W. EL SEGUNDO BLVD., L.A., CA 90061. Full name of registrant(s) is (are) PRONTO'S FOOD INC, 110 W. EL SEGUNDO BLVD., L.A., CA 90061. This Business is conducted by: A CORPORATION. Signed: CHAN JIN PARK. This statement was filed with the County Clerk of Los Angeles County on 05/04/2015. The registrant(s) has (have) commenced to transact business under the fictitious business name or names listed above on N/A. NOTICE- This Fictitious Name Statement expires five years from the date it was filed in the office of the County Clerk. A new Fictitious Business Name Statement must be filed prior to that date. The filing of this statement does not of itself authorize the use in this state of a Fictitious Business Name in violation of the rights of another under Federal, State, or common law (See section 14411 et seq. Business and Professions Code)Publish: Mountain Views News bbox=[4, 638, 227, 793]
notice-column-4 bbox=[691, 98, 914, 2572]
notice-heading: FICTITIOUS BUSINESS NAME STATEMENT File No. 2015-114071 bbox=[920, 1053, 1143, 1073]
notice-body: The following person(s) is (are) doing business as: WONDER GRAPHICS PRINTING, 507 W. WHITTIER BLVD., MONTEBELLO, CA 90640. Full name of registrant(s) is (are) WONDER TRADING, INC., 507 W. WHITTIER BLVD., MONTEBELLO, CA 90640. This Business is conducted by: A CORPORATION. Signed: BRIAN LAM. This statement was filed with the County Clerk of Los Angeles County on 05/07/2015. The registrant(s) has (have) commenced to transact business under the fictitious business name or names listed above on 04/26/2015. NOTICE- This Fictitious Name Statement expires five years from the date it was filed in the office of the County Clerk. A new Fictitious Business Name Statement must be filed prior to that date. The filing of this statement does not of itself authorize the use in this state of a Fictitious Business Name in violation of the rights of another under Federal, State, or common law (See section 14411 et seq. Business and Professions Code)Publish: Mountain Views News bbox=[233, 194, 456, 358]
notice-body: The following person(s) is (are) doing business as: LIFE TRANSFORMATIONS, 8719 BISSELL ST., HUNTINGTON PARK, CA 90255. Full name of registrant(s) is (are) OSCAR ALEJANDRO LOZANO, 8719 BISSELL ST., HUNTINGTON PARK, CA 90255. This Business is conducted by: AN INDIVIDUAL. Signed: OSCAR ALEJANDRO LOZANO. This statement was filed with the County Clerk of Los Angeles County on 04/30/2015. The registrant(s) has (have) commenced to transact business under the fictitious business name or names listed above on N/A. NOTICE- This Fictitious Name Statement expires five years from the date it was filed in the office of the County Clerk. A new Fictitious Business Name Statement must be filed prior to that date. The filing of this statement does not of itself authorize the use in this state of a Fictitious Business Name in violation of the rights of another under Federal, State, or common law (See section 14411 et seq. Business and Professions Code)Publish: Mountain Views News bbox=[920, 1844, 1143, 2009]
notice-column-6 bbox=[1149, 98, 1372, 2572]
legal-notice bbox=[691, 1449, 914, 1643]
notice-body: The following person(s) is (are) doing business as: E & C PRIVATE PROTECTION, 6715 N. SAINT MARIA ST., AZUSA, CA 91702. Full name of registrant(s) is (are) EDDIE L. CALVIN, 6715 N. SAINT MARIA ST., AZUSA, CA 91702. This Business is conducted by: AN INDIVIDUAL. Signed: EDDIE L. CALVIN. This statement was filed with the County Clerk of Los Angeles County on 04/28/2015. The registrant(s) has (have) commenced to transact business under the fictitious business name or names listed above on N/A. NOTICE- This Fictitious Name Statement expires five years from the date it was filed in the office of the County Clerk. A new Fictitious Business Name Statement must be filed prior to that date. The filing of this statement does not of itself authorize the use in this state of a Fictitious Business Name in violation of the rights of another under Federal, State, or common law (See section 14411 et seq. Business and Professions Code)Publish: Mountain Views News bbox=[691, 464, 914, 620]
legal-notice bbox=[233, 98, 456, 165]
notice-heading: FICTITIOUS BUSINESS NAME STATEMENT File No. 2015-116709 bbox=[462, 1458, 685, 1478]
notice-body: The following person(s) is (are) doing business as: ONLY YOU CAN LUV YOUR SELF COUTURE, 17661 VIRGINIA AVE., BELLFLOWER, CA 90706. Full name of registrant(s) is (are) DYNISHA CHANICE CRUMP, 17661 VIRGINIA AVE., BELLFLOWER, CA 90706. This Business is conducted by: AN INDIVIDUAL. Signed: DYNISHA CHANICE CRUMP. This statement was filed with the County Clerk of Los Angeles County on 04/30/2015. The registrant(s) has (have) commenced to transact business under the fictitious business name or names listed above on N/A. NOTICE- This Fictitious Name Statement expires five years from the date it was filed in the office of the County Clerk. A new Fictitious Business Name Statement must be filed prior to that date. The filing of this statement does not of itself authorize the use in this state of a Fictitious Business Name in violation of the rights of another under Federal, State, or common law (See section 14411 et seq. Business and Professions Code)Publish: Mountain Views News bbox=[1149, 1429, 1372, 1594]
notice-heading: FICTITIOUS BUSINESS NAME STATEMENT File No. 2015-120216 bbox=[233, 377, 456, 396]
notice-heading: FICTITIOUS BUSINESS NAME STATEMENT File No. 2015-118057 bbox=[462, 98, 685, 116]
notice-body: The following person(s) is (are) doing business as: ALL FENCE, 20911 MURAL ST., FERRIS, CA 92570. Full name of registrant(s) is (are) JESUS MARIO GUTIERREZ, 20911 MURAL ST., PERRIS, CA 92570. This Business is conducted by: AN INDIVIDUAL. Signed: JESUS MARIO GUTIERREZ. This statement was filed with the County Clerk of Los Angeles County on 04/30/2015. The registrant(s) has (have) commenced to transact business under the fictitious business name or names listed above on N/A. NOTICE- This Fictitious Name Statement expires five years from the date it was filed in the office of the County Clerk. A new Fictitious Business Name Statement must be filed prior to that date. The filing of this statement does not of itself authorize the use in this state of a Fictitious Business Name in violation of the rights of another under Federal, State, or common law (See section 14411 et seq. Business and Professions Code)Publish: Mountain Views News bbox=[462, 706, 685, 860]
notice-heading: FICTITIOUS BUSINESS NAME STATEMENT File No. 2015-113319 bbox=[462, 1661, 685, 1680]
notice-publication-dates: Dates Pub: May 02, 09, 16, 23, 2015 bbox=[920, 1613, 1041, 1623]
notice-body: The following person(s) is (are) doing business as: JEWELS WITH APPEAL, 655 E. HILLST, BOOTH A/B, L.A., CA 90014. Full name of registrant(s) is (are) MADELEINE RAMIREZ ROMERO, 655 E. HILL ST. A&B, L.A., CA 90014. This Business is conducted by: AN INDIVIDUAL. Signed: MADELEINE RAMIREZ ROMERO. This statement was filed with the County Clerk of Los Angeles County on 04/28/2015. The registrant(s) has (have) commenced to transact business under the fictitious business name or names listed above on N/A. NOTICE- This Fictitious Name Statement expires five years from the date it was filed in the office of the County Clerk. A new Fictitious Business Name Statement must be filed prior to that date. The filing of this statement does not of itself authorize the use in this state of a Fictitious Business Name in violation of the rights of another under Federal, State, or common law (See section 14411 et seq. Business and Professions Code)Publish: Mountain Views News bbox=[920, 1073, 1143, 1227]
legal-notice bbox=[1149, 1806, 1372, 1990]
notice-body: The following person(s) is (are) doing business as: FIESTA PARTY RENTALS, 434 N. PASADENA AVE., AZUSA, CA 91702. Full name of registrant(s) is (are) ERICK BELTRAN, 4783 BANDERA ST., MONTCLAIR, CA 91763; ALBERT BELTRAN, 422 S. ASPAN AVE., AZUSA, CA 91702. This Business is conducted by: A GENERAL PARTNERSHIP. Signed: ERICK BELTRAN. This statement was filed with the County Clerk of Los Angeles County on 04/27/2015. The registrant(s) has (have) commenced to transact business under the fictitious business name or names listed above on N/A. NOTICE- This Fictitious Name Statement expires five years from the date it was filed in the office of the County Clerk. A new Fictitious Business Name Statement must be filed prior to that date. The filing of this statement does not of itself authorize the use in this state of a Fictitious Business Name in violation of the rights of another under Federal, State, or common law (See section 14411 et seq. Business and Professions Code)Publish: Mountain Views News bbox=[691, 1468, 914, 1633]
legal-notice bbox=[920, 658, 1143, 851]
notice-body: The following person(s) is (are) doing business as: ELEMENTS MOBILE STEAM CAR WASH, 16453 ORIZABA AVE., PARAMOUNT, CA 90723. Full name of registrant(s) is (are) GERMAN ARCADIO DARDON GONZALEZ, 16453 ORIZABA AVE., PARAMOUNT, CA 90723. This Business is conducted by: AN INDIVIDUAL. Signed: GERMAN ARCADIO DARDON GONZALEZ. This statement was filed with the County Clerk of Los Angeles County on 04/17/2015. The registrant(s) has (have) commenced to transact business under the fictitious business name or names listed above on N/A. NOTICE- This Fictitious Name Statement expires five years from the date it was filed in the office of the County Clerk. A new Fictitious Business Name Statement must be filed prior to that date. The filing of this statement does not of itself authorize the use in this state of a Fictitious Business Name in violation of the rights of another under Federal, State, or common law (See section 14411 et seq. Business and Professions Code)Publish: Mountain Views News bbox=[691, 657, 914, 822]
notice-publication-dates: Dates Pub: May 02, 09, 16, 23, 2015 bbox=[920, 1035, 1041, 1044]
notice-publication-dates: Dates Pub: May 09, 16, 23, 30, 2015 bbox=[4, 793, 125, 803]
notice-body: The following person(s) is (are) doing business as: MARTIN'S RV REPAIR SERVICE, 15510 S. TARRANT AVE., COMPTON, CA 90220. Full name of registrant(s) is (are) MARTIN CABRERA, 15510 S. TARRANT AVE., COMPTON, CA 90220. This Business is conducted by: AN INDIVIDUAL. Signed: MARTIN CABRERA. This statement was filed with the County Clerk of Los Angeles County on 04/29/2015. The registrant(s) has (have) commenced to transact business under the fictitious business name or names listed above on N/A. NOTICE- This Fictitious Name Statement expires five years from the date it was filed in the office of the County Clerk. A new Fictitious Business Name Statement must be filed prior to that date. The filing of this statement does not of itself authorize the use in this state of a Fictitious Business Name in violation of the rights of another under Federal, State, or common law (See section 14411 et seq. Business and Professions Code)Publish: Mountain Views News bbox=[1149, 638, 1372, 793]
notice-publication-dates: Dates Pub: May 09, 16, 23, 30, 2015 bbox=[4, 1188, 125, 1198]
notice-heading: FICTITIOUS BUSINESS NAME STATEMENT File No. 2015-118055 bbox=[233, 1496, 456, 1516]
notice-body: The following person(s) is (are) doing business as: ACCESSORIES RALOUK, 913 S. KERN AVE., L.A., CA 90022. Full name of registrant(s) is (are) GRISELDA MONCERRATH SEDANO, 744 S. MCDONNELL PL., L.A., CA 90022. This Business is conducted by: AN INDIVIDUAL. Signed: GRISELDA MONCERRATH SEDANO. This statement was filed with the County Clerk of Los Angeles County on 04/29/2015. The registrant(s) has (have) commenced to transact business under the fictitious business name or names listed above on N/A. NOTICE- This Fictitious Name Statement expires five years from the date it was filed in the office of the County Clerk. A new Fictitious Business Name Statement must be filed prior to that date. The filing of this statement does not of itself authorize the use in this state of a Fictitious Business Name in violation of the rights of another under Federal, State, or common law (See section 14411 et seq. Business and Professions Code)Publish: Mountain Views News bbox=[462, 513, 685, 667]
notice-publication-dates: Dates Pub: May 02, 09, 16, 23, 2015 bbox=[920, 2009, 1041, 2019]
notice-body: TEODULO CASTILLAN-ORTEGA, 928 E. 52ND ST., L.A., CA 90011. This Business is conducted by: AN INDIVIDUAL. Signed: ISIDORO TEODULO CASTILLAN-ORTEGA. This statement was filed with the County Clerk of Los Angeles County on 04/28/2015. The registrant(s) has (have) commenced to transact business under the fictitious business name or names listed above on N/A. NOTICE- This Fictitious Name Statement expires five years from the date it was filed in the office of the County Clerk. A new Fictitious Business Name Statement must be filed prior to that date. The filing of this statement does not of itself authorize the use in this state of a Fictitious Business Name in violation of the rights of another under Federal, State, or common law (See section 14411 et seq. Business and Professions Code)Publish: Mountain Views News bbox=[691, 98, 914, 233]
notice-publication-dates: Dates Pub: May 02, 09, 16, 23, 2015 bbox=[462, 1247, 583, 1257]
notice-body: The following person(s) is (are) doing business as: JAPANESE TAPAS SHOKUDO, HACIENDA-SANUKI GAKUEN, 2120 S. STIMSON AVE., HACIENDA HTS., CA 91745. Full name of registrant(s) is (are) IKUMU UDAGAWA, 2120 S. STIMSON AVE., HACIENDA HTS., CA 91745. This Business is conducted by: AN INDIVIDUAL. Signed: IKUMU UDAGAWA. This statement was filed with the County Clerk of Los Angeles County on 04/29/2015. The registrant(s) has (have) commenced to transact business under the fictitious business name or names listed above on N/A. NOTICE- This Fictitious Name Statement expires five years from the date it was filed in the office of the County Clerk. A new Fictitious Business Name Statement must be filed prior to that date. The filing of this statement does not of itself authorize the use in this state of a Fictitious Business Name in violation of the rights of another under Federal, State, or common law (See section 14411 et seq. Business and Professions Code)Publish: Mountain Views News bbox=[920, 676, 1143, 842]
legal-notice bbox=[920, 1053, 1143, 1237]
legal-notice bbox=[233, 1496, 456, 1700]
legal-notice bbox=[1149, 406, 1372, 610]
legal-notice bbox=[462, 1662, 685, 1856]
notice-publication-dates: Dates Pub: May 02, 09, 16, 23, 2015 bbox=[920, 842, 1041, 851]
notice-publication-dates: Dates Pub: May 09, 16, 23, 30, 2015 bbox=[4, 986, 125, 995]
notice-publication-dates: Publish: Mountain Views News Dates Pub: May 09, 16, 23, 30, 2015 bbox=[233, 715, 456, 735]
notice-columns bbox=[4, 98, 1374, 2572]
legal-notice bbox=[233, 744, 456, 899]
notice-heading: FICTITIOUS BUSINESS NAME STATEMENT File No. 2015-116499 bbox=[691, 1256, 914, 1275]
legal-notice bbox=[1149, 811, 1372, 1005]
notice-heading: FICTITIOUS BUSINESS NAME STATEMENT File No. 2015-115217 bbox=[920, 657, 1143, 676]
notice-publication-dates: Dates Pub: May 09, 16, 23, 30, 2015 bbox=[4, 213, 125, 223]
notice-heading: FICTITIOUS BUSINESS NAME STATEMENT File No. 2015-120652 bbox=[4, 1613, 227, 1632]
legal-notice bbox=[4, 1816, 227, 2000]
legal-notice bbox=[462, 1265, 685, 1449]
notice-publication-dates: Dates Pub: May 09, 16, 23, 30, 2015 bbox=[233, 1478, 354, 1488]
notice-body: The following person(s) JAVIER CASTRO, 6031 CLARA ST., BELL GARDENS, CA 90201; ARTURO LOPEZ, 6031 CLARA ST., BELL GARDENS, CA 90201, has/have abandoned the use of the fictitious business name: A-Z POWER EQUIPMENT COMPANY, 6031 CLARA ST., BELL GARDENS, CA 90201. The fictitious business name referred to above was filed on 10/17/2012, in the county of Los Angeles. The original file number of 2012-202936. The business was conducted by: A MARRIED COUPLE. This statement was filed with the County Clerk of Los Angeles on 05/07/2015. I declare that all information in this statement is true and correct. (A registrant who declares as true information which he or she knows to be false, is guilty of a crime.) SIGNED JAVIER CASTRO/OWNER. bbox=[233, 589, 456, 715]
notice-publication-dates: Dates Pub: May 02, 09, 16, 23, 2015 bbox=[1149, 1392, 1270, 1401]
legal-notice bbox=[462, 98, 685, 292]
notice-heading: FICTITIOUS BUSINESS NAME STATEMENT File No. 2015-116526 bbox=[1149, 1613, 1372, 1632]
notice-body: The following person(s) is (are) doing business as: EVAS BEAUTY SALON, 10905 E. ROSECRANS AVE., NORWALK, CA 90650. Full name of registrant(s) is (are) REFUGIO HOLGUIN, 13630 STUDEBAKER RD., NORWALK, CA 90650. This Business is conducted by: AN INDIVIDUAL. Signed: REFUGIO HOLGUIN. This statement was filed with the County Clerk of Los Angeles County on 04/29/2015. The registrant(s) has (have) commenced to transact business under the fictitious business name or names listed above on N/A. NOTICE- This Fictitious Name Statement expires five years from the date it was filed in the office of the County Clerk. A new Fictitious Business Name Statement must be filed prior to that date. The filing of this statement does not of itself authorize the use in this state of a Fictitious Business Name in violation of the rights of another under Federal, State, or common law (See section 14411 et seq. Business and Professions Code)Publish: Mountain Views News bbox=[691, 1275, 914, 1430]
notice-body: The following person(s) is (are) doing business as: PACIFIC BURGERS, 8619 STEWART AND GRAY RD., DOWNEY, CA 90241. Full name of registrant(s) is (are) LUZ MARIA AYALA, 8619 STEWART AND GRAY RD., DOWNEY, CA 90241. This Business is conducted by: AN INDIVIDUAL. Signed: LUZ MARIA AYALA. This statement was filed with the County Clerk of Los Angeles County on 04/27/2015. The registrant(s) has (have) commenced to transact business under the fictitious business name or names listed above on N/A. NOTICE- This Fictitious Name Statement expires five years from the date it was filed in the office of the County Clerk. A new Fictitious Business Name Statement must be filed prior to that date. The filing of this statement does not of itself authorize the use in this state of a Fictitious Business Name in violation of the rights of another under Federal, State, or common law (See section 14411 et seq. Business and Professions Code)Publish: Mountain Views News bbox=[4, 252, 227, 407]
notice-publication-dates: Dates Pub: May 09, 16, 23, 30, 2015 bbox=[4, 1401, 125, 1410]
notice-heading: FICTITIOUS BUSINESS NAME STATEMENT File No. 2015-115481 bbox=[1149, 406, 1372, 426]
legal-notice bbox=[1149, 98, 1372, 195]
legal-notice bbox=[691, 638, 914, 832]
notice-heading: FICTITIOUS BUSINESS NAME STATEMENT File No. 2015-115182 bbox=[462, 1073, 685, 1091]
notice-body: The following person(s) is (are) doing business as: LUCKY THAI CUISINE, 11925 TELEGRAPH RD., SANTA FE SPRINGS, CA 90670. Full name of registrant(s) is (are) SOUCHEATA KOO KONG, 11125 KLINGERMAN ST., EL MONTE, CA 91733. This Business is conducted by: AN INDIVIDUAL. Signed: SOUCHEATA KOO KONG. This statement was filed with the County Clerk of Los Angeles County on 04/30/2015. The registrant(s) has (have) commenced to transact business under the fictitious business name or names listed above on N/A. NOTICE- This Fictitious Name Statement expires five years from the date it was filed in the office of the County Clerk. A new Fictitious Business Name Statement must be filed prior to that date. The filing of this statement does not of itself authorize the use in this state of a Fictitious Business Name in violation of the rights of another under Federal, State, or common law (See section 14411 et seq. Business and Professions Code)Publish: Mountain Views News bbox=[1149, 222, 1372, 388]
legal-notice bbox=[462, 880, 685, 1064]
notice-body: new Fictitious Business Name Statement must be filed prior to that date. The filing of this statement does not of itself authorize the use in this state of a Fictitious Business Name in violation of the rights of another under Federal, State, or common law (See section 14411 et seq. Business and Professions Code)Publish: Mountain Views News bbox=[233, 98, 456, 156]
